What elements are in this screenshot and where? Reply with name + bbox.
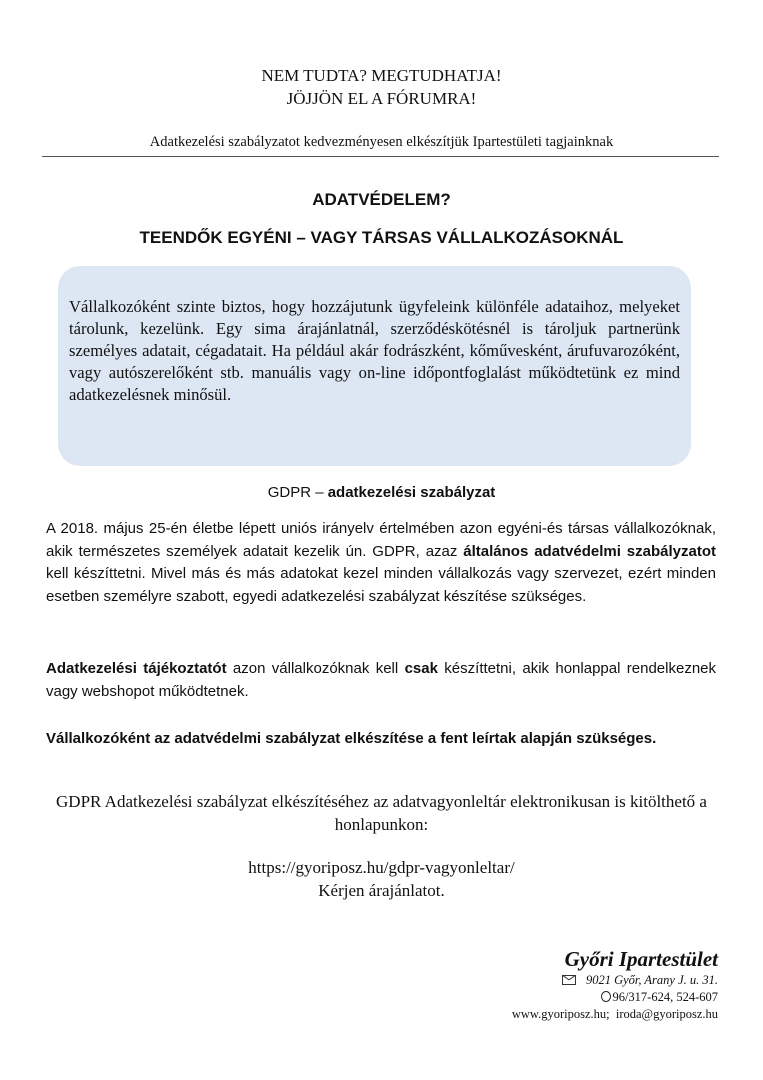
phone-icon bbox=[601, 991, 611, 1002]
p1-text-a: A 2018. május 25-én életbe lépett uniós irányelv értelmében azon egyéni-és társas vállalkozóknak, akik természetes személyek adatait kezelik ún. GDPR, azaz bbox=[46, 520, 716, 560]
gdpr-section-title bbox=[0, 484, 763, 501]
phone-line bbox=[512, 989, 718, 1006]
quote-request: Kérjen árajánlatot. bbox=[318, 881, 445, 900]
footer bbox=[512, 946, 718, 1023]
gdpr-title-plain: GDPR – bbox=[267, 484, 328, 501]
inventory-link[interactable]: https://gyoriposz.hu/gdpr-vagyonleltar/ bbox=[248, 858, 515, 877]
header-line-2: JÖJJÖN EL A FÓRUMRA! bbox=[286, 89, 477, 108]
p2-text-a: azon vállalkozóknak kell bbox=[226, 660, 405, 677]
intro-text: Vállalkozóként szinte biztos, hogy hozzájutunk ügyfeleink különféle adataihoz, melyeket tárolunk, kezelünk. Egy sima árajánlatnál, szerződéskötésnél is tároljuk partnerünk személyes adatait, cégadatait. Ha például akár fodrászként, kőművesként, árufuvarozóként, vagy autószerelőként stb. manuális vagy on-line időpontfoglalást működtetünk ez mind adatkezelésnek minősül. bbox=[69, 297, 680, 404]
p2-bold-1: Adatkezelési tájékoztatót bbox=[46, 660, 227, 677]
web-email-line bbox=[512, 1006, 718, 1023]
divider bbox=[42, 156, 719, 157]
paragraph-inventory: GDPR Adatkezelési szabályzat elkészítéséhez az adatvagyonleltár elektronikusan is kitölthető a honlapunkon: bbox=[56, 792, 707, 834]
envelope-icon bbox=[562, 975, 576, 985]
organization-name: Győri Ipartestület bbox=[564, 947, 718, 971]
contact-cta bbox=[0, 856, 763, 902]
paragraph-gdpr bbox=[46, 518, 716, 608]
email-link[interactable]: iroda@gyoriposz.hu bbox=[615, 1007, 718, 1021]
sub-title: TEENDŐK EGYÉNI – VAGY TÁRSAS VÁLLALKOZÁSOKNÁL bbox=[139, 228, 624, 247]
p2-bold-2: csak bbox=[404, 660, 438, 677]
header-line-1: NEM TUDTA? MEGTUDHATJA! bbox=[261, 66, 502, 85]
p2-text-b: készíttetni, akik honlappal rendelkeznek vagy webshopot működtetnek. bbox=[46, 660, 717, 700]
p1-text-b: kell készíttetni. Mivel más és más adatokat kezel minden vállalkozás vagy szervezet, ezért minden esetben személyre szabott, egyedi adatkezelési szabályzat készítése szükséges. bbox=[46, 565, 716, 605]
paragraph-tajekoztato bbox=[46, 658, 716, 703]
address-line bbox=[512, 972, 718, 989]
phone-text: 96/317-624, 524-607 bbox=[612, 990, 718, 1004]
website-link[interactable]: www.gyoriposz.hu; bbox=[511, 1007, 610, 1021]
intro-box bbox=[58, 266, 691, 466]
address-text: 9021 Győr, Arany J. u. 31. bbox=[585, 973, 718, 987]
paragraph-conclusion: Vállalkozóként az adatvédelmi szabályzat elkészítése a fent leírtak alapján szükséges. bbox=[46, 730, 657, 747]
p1-bold: általános adatvédelmi szabályzatot bbox=[463, 542, 716, 560]
header bbox=[0, 64, 763, 110]
subheader-line: Adatkezelési szabályzatot kedvezményesen elkészítjük Ipartestületi tagjainknak bbox=[149, 134, 614, 150]
gdpr-title-bold: adatkezelési szabályzat bbox=[327, 484, 496, 501]
main-title: ADATVÉDELEM? bbox=[312, 190, 451, 209]
